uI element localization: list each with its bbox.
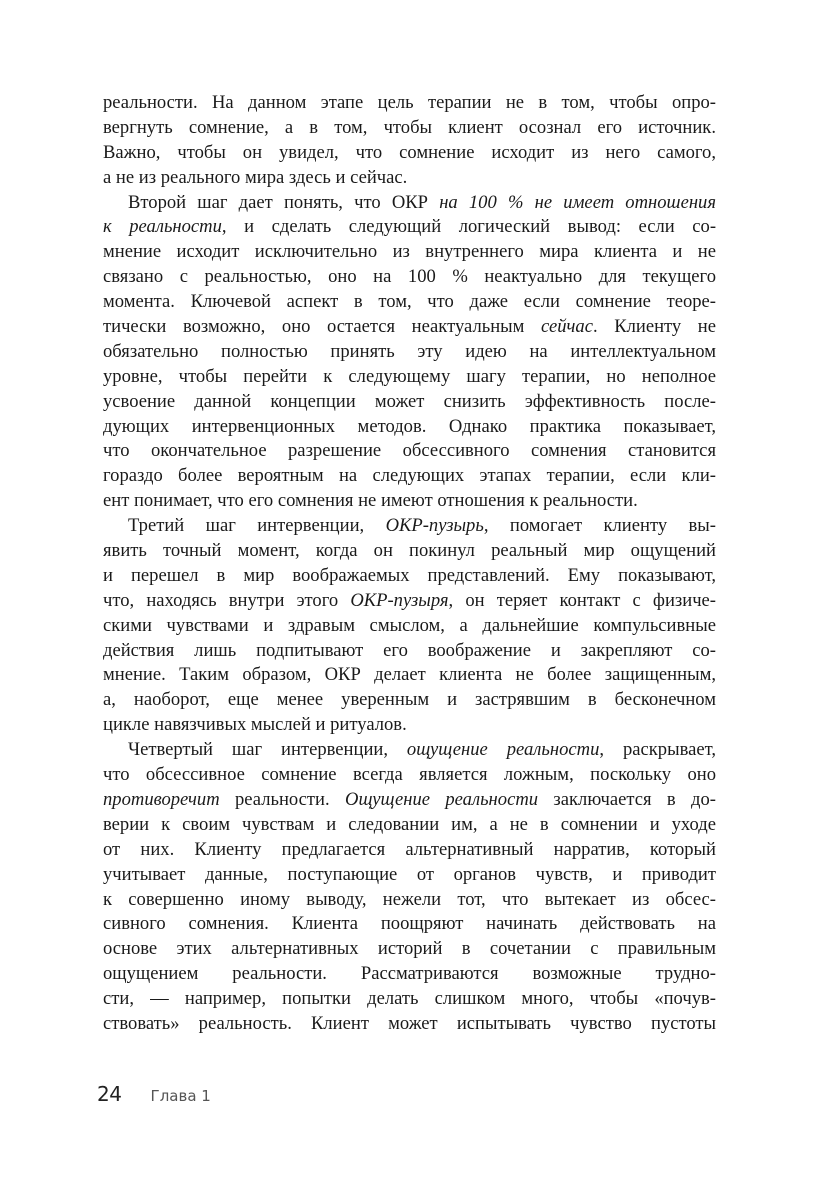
italic-emphasis: ОКР-пузырь: [385, 515, 484, 537]
paragraph: [103, 738, 716, 1037]
text-run: учитывает данные, поступающие от органов чувств, и приводит: [103, 863, 716, 885]
text-run: Второй шаг дает понять, что ОКР: [128, 191, 440, 213]
text-line: [103, 663, 716, 688]
text-line: [103, 589, 716, 614]
text-line: [103, 962, 716, 987]
text-line: [103, 912, 716, 937]
text-line: [103, 987, 716, 1012]
text-run: от них. Клиенту предлагается альтернативный нарратив, который: [103, 838, 716, 860]
text-line: [103, 863, 716, 888]
text-line: [103, 738, 716, 763]
text-run: цикле навязчивых мыслей и ритуалов.: [103, 714, 407, 736]
text-line: [103, 439, 716, 464]
page-number: 24: [97, 1082, 122, 1106]
text-line: [103, 290, 716, 315]
text-run: реальности. На данном этапе цель терапии не в том, чтобы опро-: [103, 92, 716, 113]
italic-emphasis: сейчас: [541, 316, 593, 338]
text-line: [103, 191, 716, 216]
text-run: к совершенно иному выводу, нежели тот, что вытекает из обсес-: [103, 888, 716, 910]
text-line: [103, 315, 716, 340]
text-line: [103, 116, 716, 141]
text-line: [103, 390, 716, 415]
text-run: явить точный момент, когда он покинул реальный мир ощущений: [103, 540, 716, 562]
text-run: а, наоборот, еще менее уверенным и застрявшим в бесконечном: [103, 689, 716, 711]
text-run: скими чувствами и здравым смыслом, а дальнейшие компульсивные: [103, 614, 716, 636]
italic-emphasis: к реальности: [103, 216, 222, 238]
text-run: что обсессивное сомнение всегда является ложным, поскольку оно: [103, 764, 716, 786]
text-run: гораздо более вероятным на следующих этапах терапии, если кли-: [103, 465, 716, 487]
text-run: основе этих альтернативных историй в сочетании с правильным: [103, 938, 716, 960]
text-run: ствовать» реальность. Клиент может испытывать чувство пустоты: [103, 1012, 716, 1034]
paragraph: [103, 91, 716, 191]
text-line: [103, 340, 716, 365]
text-line: [103, 688, 716, 713]
text-run: а не из реального мира здесь и сейчас.: [103, 166, 408, 188]
text-run: , и сделать следующий логический вывод: если со-: [221, 216, 717, 238]
text-run: что, находясь внутри этого: [103, 589, 351, 611]
italic-emphasis: Ощущение реальности: [345, 788, 539, 810]
text-run: усвоение данной концепции может снизить эффективность после-: [103, 390, 716, 412]
text-run: действия лишь подпитывают его воображение и закрепляют со-: [103, 639, 716, 661]
text-run: мнение исходит исключительно из внутреннего мира клиента и не: [103, 241, 716, 263]
paragraph: [103, 514, 716, 738]
text-run: Третий шаг интервенции,: [128, 515, 386, 537]
running-chapter-title: Глава 1: [150, 1087, 211, 1105]
text-run: , помогает клиенту вы-: [483, 515, 716, 537]
text-line: [103, 489, 716, 514]
text-run: дующих интервенционных методов. Однако практика показывает,: [103, 415, 716, 437]
page-footer: [97, 1082, 211, 1106]
text-line: [103, 763, 716, 788]
text-run: сти, — например, попытки делать слишком много, чтобы «почув-: [103, 988, 716, 1010]
text-line: [103, 813, 716, 838]
text-line: [103, 265, 716, 290]
text-line: [103, 141, 716, 166]
text-line: [103, 166, 716, 191]
text-run: мнение. Таким образом, ОКР делает клиента не более защищенным,: [103, 664, 716, 686]
text-line: [103, 514, 716, 539]
text-run: момента. Ключевой аспект в том, что даже если сомнение теоре-: [103, 291, 716, 313]
text-line: [103, 365, 716, 390]
text-run: , он теряет контакт с физиче-: [448, 589, 716, 611]
italic-emphasis: противоречит: [103, 788, 220, 810]
text-run: тически возможно, оно остается неактуальным: [103, 316, 541, 338]
text-line: [103, 888, 716, 913]
text-line: [103, 614, 716, 639]
text-line: [103, 415, 716, 440]
text-line: [103, 539, 716, 564]
text-run: уровне, чтобы перейти к следующему шагу терапии, но неполное: [103, 365, 716, 387]
text-run: Важно, чтобы он увидел, что сомнение исходит из него самого,: [103, 141, 716, 163]
text-line: [103, 91, 716, 116]
body-text: [103, 91, 716, 1037]
text-run: обязательно полностью принять эту идею на интеллектуальном: [103, 340, 716, 362]
text-run: . Клиенту не: [592, 316, 716, 338]
text-run: сивного сомнения. Клиента поощряют начинать действовать на: [103, 913, 716, 935]
text-run: реальности.: [219, 788, 346, 810]
text-run: ент понимает, что его сомнения не имеют отношения к реальности.: [103, 490, 638, 512]
italic-emphasis: ОКР-пузыря: [350, 589, 449, 611]
text-run: Четвертый шаг интервенции,: [128, 739, 407, 761]
text-run: что окончательное разрешение обсессивного сомнения становится: [103, 440, 716, 462]
text-line: [103, 1012, 716, 1037]
text-line: [103, 788, 716, 813]
text-line: [103, 464, 716, 489]
text-line: [103, 639, 716, 664]
text-run: вергнуть сомнение, а в том, чтобы клиент осознал его источник.: [103, 116, 716, 138]
text-line: [103, 713, 716, 738]
italic-emphasis: ощущение реальности: [406, 739, 600, 761]
text-run: связано с реальностью, оно на 100 % неактуально для текущего: [103, 266, 716, 288]
text-line: [103, 838, 716, 863]
text-run: верии к своим чувствам и следовании им, а не в сомнении и уходе: [103, 813, 716, 835]
text-run: , раскрывает,: [599, 739, 717, 761]
text-run: ощущением реальности. Рассматриваются возможные трудно-: [103, 963, 716, 985]
text-line: [103, 240, 716, 265]
text-run: и перешел в мир воображаемых представлений. Ему показывают,: [103, 564, 716, 586]
paragraph: [103, 191, 716, 515]
text-line: [103, 564, 716, 589]
text-line: [103, 215, 716, 240]
text-run: заключается в до-: [538, 788, 716, 810]
text-line: [103, 937, 716, 962]
italic-emphasis: на 100 % не имеет отношения: [439, 191, 716, 213]
